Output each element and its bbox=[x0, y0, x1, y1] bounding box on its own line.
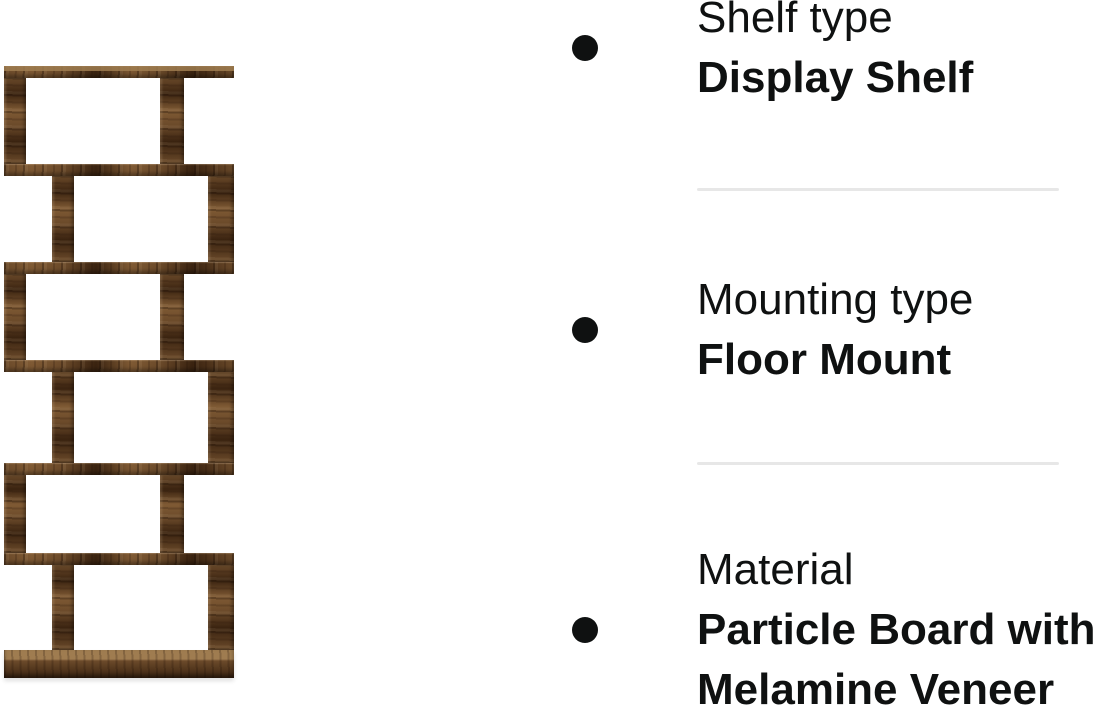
shelf-panel bbox=[160, 78, 184, 164]
fact-material bbox=[572, 540, 1104, 720]
divider bbox=[697, 462, 1059, 465]
fact-label: Shelf type bbox=[697, 0, 893, 42]
shelf-panel bbox=[4, 78, 26, 164]
shelf-panel bbox=[160, 475, 184, 553]
divider bbox=[697, 188, 1059, 191]
bullet-icon bbox=[572, 617, 598, 643]
shelf-panel bbox=[52, 565, 74, 650]
shelf-panel bbox=[52, 176, 74, 262]
shelf-panel bbox=[4, 274, 26, 360]
shelf-board bbox=[4, 262, 234, 274]
fact-shelf-type bbox=[572, 0, 1104, 108]
shelf-base-board bbox=[4, 650, 234, 678]
fact-label: Mounting type bbox=[697, 275, 974, 324]
fact-value: Display Shelf bbox=[697, 53, 974, 102]
product-image[interactable] bbox=[4, 62, 234, 686]
shelf-board bbox=[4, 164, 234, 176]
fact-value: Particle Board with Melamine Veneer bbox=[697, 605, 1096, 714]
shelf-panel bbox=[160, 274, 184, 360]
shelf-panel bbox=[208, 176, 234, 262]
shelf-panel bbox=[208, 565, 234, 650]
shelf-board bbox=[4, 553, 234, 565]
shelf-top-board bbox=[4, 66, 234, 78]
shelf-board bbox=[4, 463, 234, 475]
shelf-panel bbox=[4, 475, 26, 553]
fact-value: Floor Mount bbox=[697, 335, 952, 384]
shelf-board bbox=[4, 360, 234, 372]
fact-mounting-type bbox=[572, 270, 1104, 390]
bullet-icon bbox=[572, 35, 598, 61]
shelf-panel bbox=[52, 372, 74, 463]
fact-label: Material bbox=[697, 545, 854, 594]
shelf-panel bbox=[208, 372, 234, 463]
bullet-icon bbox=[572, 317, 598, 343]
